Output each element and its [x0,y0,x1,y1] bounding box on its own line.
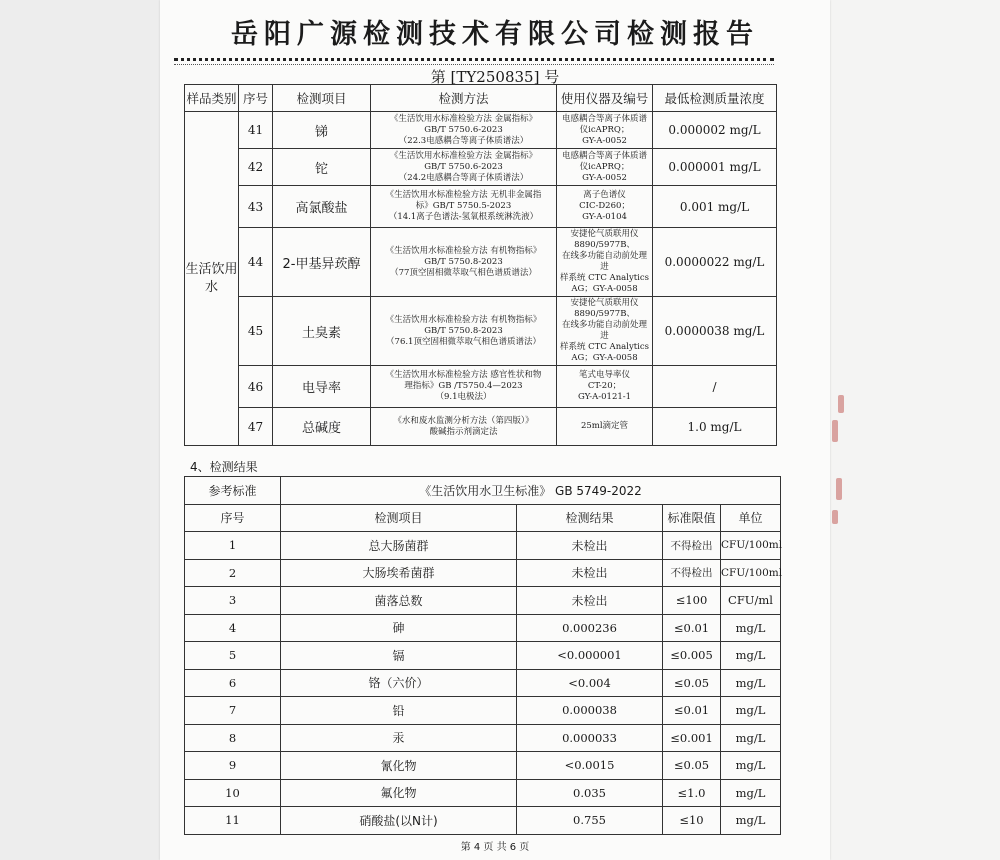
unit: mg/L [721,697,781,725]
test-item: 总大肠菌群 [281,532,517,560]
table-row [185,186,777,228]
title-divider-thin [174,64,774,65]
test-item: 氰化物 [281,752,517,780]
standard-limit: ≤1.0 [663,779,721,807]
standard-limit: ≤0.01 [663,614,721,642]
row-no: 8 [185,724,281,752]
unit: CFU/100ml [721,532,781,560]
method-table-header [185,85,777,112]
title-divider [174,58,774,61]
unit: CFU/100ml [721,559,781,587]
test-item: 锑 [273,112,371,149]
results-table-header [185,504,781,532]
table-row [185,807,781,835]
header-no: 序号 [239,85,273,112]
unit: mg/L [721,752,781,780]
results-table [184,476,781,835]
table-row [185,408,777,446]
min-concentration: / [653,366,777,408]
unit: CFU/ml [721,587,781,615]
min-concentration: 1.0 mg/L [653,408,777,446]
test-item: 铅 [281,697,517,725]
table-row [185,779,781,807]
sample-category: 生活饮用水 [185,112,239,446]
min-concentration: 0.000001 mg/L [653,149,777,186]
table-row [185,149,777,186]
standard-limit: 不得检出 [663,559,721,587]
unit: mg/L [721,807,781,835]
row-no: 9 [185,752,281,780]
row-no: 41 [239,112,273,149]
test-item: 铊 [273,149,371,186]
stamp-mark [836,478,842,500]
test-item: 大肠埃希菌群 [281,559,517,587]
stamp-mark [838,395,844,413]
row-no: 44 [239,228,273,297]
test-item: 2-甲基异莰醇 [273,228,371,297]
test-method: 《水和废水监测分析方法（第四版）》 酸碱指示剂滴定法 [371,408,557,446]
header-category: 样品类别 [185,85,239,112]
unit: mg/L [721,724,781,752]
row-no: 1 [185,532,281,560]
test-result: 0.000236 [517,614,663,642]
table-row [185,614,781,642]
instrument: 笔式电导率仪 CT-20； GY-A-0121-1 [557,366,653,408]
unit: mg/L [721,669,781,697]
min-concentration: 0.0000038 mg/L [653,297,777,366]
test-item: 土臭素 [273,297,371,366]
instrument: 电感耦合等离子体质谱 仪icAPRQ； GY-A-0052 [557,112,653,149]
test-method: 《生活饮用水标准检验方法 金属指标》 GB/T 5750.6-2023 （24.2电感耦合等离子体质谱法） [371,149,557,186]
test-method: 《生活饮用水标准检验方法 感官性状和物 理指标》GB /T5750.4—2023 （9.1电极法） [371,366,557,408]
row-no: 10 [185,779,281,807]
page-number: 第 4 页 共 6 页 [460,842,530,853]
standard-limit: ≤0.005 [663,642,721,670]
reference-value: 《生活饮用水卫生标准》 GB 5749-2022 [281,477,781,505]
header-instrument: 使用仪器及编号 [557,85,653,112]
test-method: 《生活饮用水标准检验方法 无机非金属指 标》GB/T 5750.5-2023 （14.1离子色谱法-氢氧根系统淋洗液） [371,186,557,228]
table-row [185,642,781,670]
report-page [160,0,830,860]
adjacent-page-edge [830,0,1000,860]
header-unit: 单位 [721,504,781,532]
test-item: 菌落总数 [281,587,517,615]
header-result: 检测结果 [517,504,663,532]
stamp-mark [832,510,838,524]
test-item: 硝酸盐(以N计) [281,807,517,835]
row-no: 11 [185,807,281,835]
row-no: 5 [185,642,281,670]
method-table [184,84,777,446]
row-no: 4 [185,614,281,642]
reference-standard-row [185,477,781,505]
row-no: 7 [185,697,281,725]
test-result: <0.000001 [517,642,663,670]
row-no: 42 [239,149,273,186]
test-item: 高氯酸盐 [273,186,371,228]
section-title: 4、检测结果 [190,460,258,474]
row-no: 46 [239,366,273,408]
test-item: 砷 [281,614,517,642]
standard-limit: ≤0.001 [663,724,721,752]
unit: mg/L [721,779,781,807]
row-no: 2 [185,559,281,587]
reference-label: 参考标准 [185,477,281,505]
test-result: 0.000038 [517,697,663,725]
table-row [185,559,781,587]
table-row [185,112,777,149]
table-row [185,366,777,408]
test-result: 0.000033 [517,724,663,752]
unit: mg/L [721,642,781,670]
instrument: 25ml滴定管 [557,408,653,446]
standard-limit: 不得检出 [663,532,721,560]
unit: mg/L [721,614,781,642]
test-method: 《生活饮用水标准检验方法 有机物指标》 GB/T 5750.8-2023 （76.1顶空固相微萃取气相色谱质谱法） [371,297,557,366]
instrument: 安捷伦气质联用仪 8890/5977B、 在线多功能自动前处理进 样系统 CTC Analytics AG；GY-A-0058 [557,228,653,297]
test-result: 未检出 [517,587,663,615]
min-concentration: 0.0000022 mg/L [653,228,777,297]
standard-limit: ≤0.01 [663,697,721,725]
min-concentration: 0.000002 mg/L [653,112,777,149]
header-item: 检测项目 [281,504,517,532]
instrument: 安捷伦气质联用仪 8890/5977B、 在线多功能自动前处理进 样系统 CTC Analytics AG；GY-A-0058 [557,297,653,366]
test-item: 铬（六价） [281,669,517,697]
table-row [185,297,777,366]
test-result: 未检出 [517,532,663,560]
test-result: 0.755 [517,807,663,835]
test-result: 未检出 [517,559,663,587]
table-row [185,587,781,615]
instrument: 电感耦合等离子体质谱 仪icAPRQ； GY-A-0052 [557,149,653,186]
min-concentration: 0.001 mg/L [653,186,777,228]
row-no: 6 [185,669,281,697]
header-no: 序号 [185,504,281,532]
row-no: 47 [239,408,273,446]
table-row [185,724,781,752]
test-item: 电导率 [273,366,371,408]
test-result: <0.004 [517,669,663,697]
test-result: 0.035 [517,779,663,807]
header-item: 检测项目 [273,85,371,112]
test-item: 总碱度 [273,408,371,446]
row-no: 45 [239,297,273,366]
table-row [185,669,781,697]
instrument: 离子色谱仪 CIC-D260； GY-A-0104 [557,186,653,228]
header-min-concentration: 最低检测质量浓度 [653,85,777,112]
test-result: <0.0015 [517,752,663,780]
table-row [185,752,781,780]
test-method: 《生活饮用水标准检验方法 金属指标》 GB/T 5750.6-2023 （22.3电感耦合等离子体质谱法） [371,112,557,149]
standard-limit: ≤0.05 [663,669,721,697]
table-row [185,532,781,560]
stamp-mark [832,420,838,442]
test-item: 镉 [281,642,517,670]
table-row [185,228,777,297]
row-no: 3 [185,587,281,615]
standard-limit: ≤0.05 [663,752,721,780]
row-no: 43 [239,186,273,228]
header-limit: 标准限值 [663,504,721,532]
standard-limit: ≤100 [663,587,721,615]
test-item: 汞 [281,724,517,752]
test-method: 《生活饮用水标准检验方法 有机物指标》 GB/T 5750.8-2023 （77顶空固相微萃取气相色谱质谱法） [371,228,557,297]
header-method: 检测方法 [371,85,557,112]
table-row [185,697,781,725]
report-title: 岳阳广源检测技术有限公司检测报告 [231,19,759,50]
standard-limit: ≤10 [663,807,721,835]
report-number: 第 [TY250835] 号 [430,68,560,86]
test-item: 氟化物 [281,779,517,807]
